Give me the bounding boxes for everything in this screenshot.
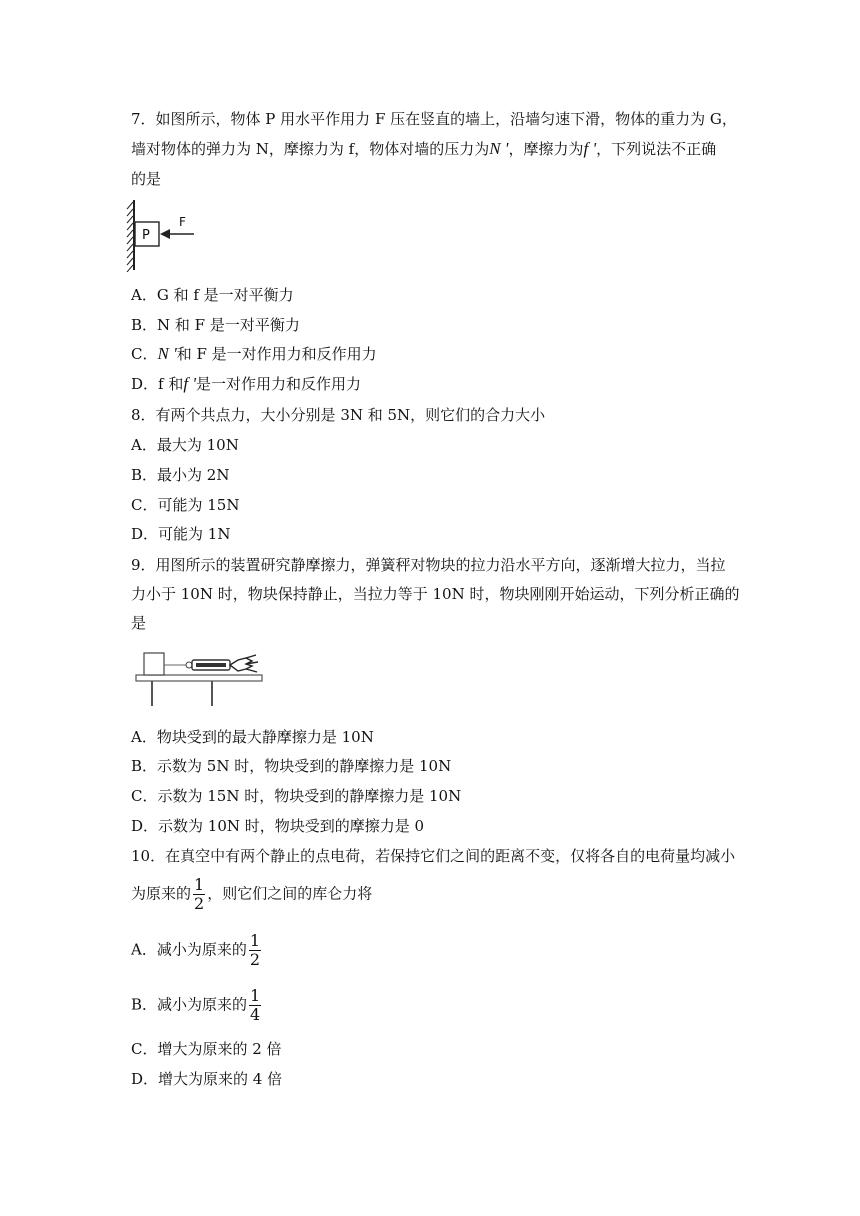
fraction-option-a (249, 932, 261, 969)
scale-hook (186, 662, 192, 668)
q9-line-1: 9．用图所示的装置研究静摩擦力，弹簧秤对物块的拉力沿水平方向，逐渐增大拉力，当拉 (131, 556, 726, 574)
q7-line-1: 7．如图所示，物体 P 用水平作用力 F 压在竖直的墙上，沿墙匀速下滑，物体的重力为 G， (131, 110, 737, 128)
q9-option-c: C．示数为 15N 时，物块受到的静摩擦力是 10N (131, 787, 462, 805)
force-arrow-head (160, 229, 170, 239)
q8-option-b: B．最小为 2N (131, 466, 230, 484)
q10-option-d: D．增大为原来的 4 倍 (131, 1070, 283, 1088)
fraction-numerator-a: 1 (249, 931, 261, 950)
q9-option-d: D．示数为 10N 时，物块受到的摩擦力是 0 (131, 817, 425, 835)
fraction-numerator: 1 (194, 875, 205, 894)
q8-stem: 8．有两个共点力，大小分别是 3N 和 5N，则它们的合力大小 (131, 406, 546, 424)
q10-option-c: C．增大为原来的 2 倍 (131, 1040, 282, 1058)
q10-option-b (131, 987, 263, 1024)
q10-option-a-text: A．减小为原来的 (131, 940, 247, 959)
fraction-option-b (249, 987, 261, 1024)
q7-option-c-rest: 和 F 是一对作用力和反作用力 (176, 345, 377, 363)
q7-option-d-b: 是一对作用力和反作用力 (195, 375, 361, 393)
q10-line-2a: 为原来的 (131, 884, 192, 903)
q7-line-3: 的是 (131, 170, 162, 188)
n-prime-symbol: N ' (489, 139, 509, 158)
q7-option-d-a: D．f 和 (131, 375, 184, 393)
q7-line-2c: ，下列说法不正确 (596, 140, 717, 158)
q10-option-b-text: B．减小为原来的 (131, 995, 248, 1014)
block (144, 653, 164, 675)
q7-line-2 (131, 139, 716, 159)
q9-line-2: 力小于 10N 时，物块保持静止，当拉力等于 10N 时，物块刚刚开始运动，下列分析正确的 (131, 585, 740, 603)
n-prime-symbol-c: N ' (157, 344, 177, 363)
q8-option-c: C．可能为 15N (131, 496, 240, 514)
block-p-label: P (142, 228, 150, 243)
q10-line-1: 10．在真空中有两个静止的点电荷，若保持它们之间的距离不变，仅将各自的电荷量均减小 (131, 847, 736, 865)
q10-line-2b: ，则它们之间的库仑力将 (207, 884, 373, 903)
q10-option-a (131, 932, 263, 969)
f-prime-symbol-d: f ' (183, 374, 196, 393)
fraction-denominator-b: 4 (250, 1005, 261, 1024)
wall-block-figure (124, 200, 200, 272)
q9-option-a: A．物块受到的最大静摩擦力是 10N (131, 728, 374, 746)
force-label: F (179, 215, 186, 229)
q7-line-2b: ，摩擦力为 (508, 140, 584, 158)
q7-option-c-prefix: C． (131, 345, 158, 363)
spring-scale-inner (196, 663, 226, 667)
q7-option-b: B．N 和 F 是一对平衡力 (131, 316, 300, 334)
q9-line-3: 是 (131, 614, 147, 632)
q10-line-2 (131, 876, 372, 913)
f-prime-symbol: f ' (583, 139, 597, 158)
q9-option-b: B．示数为 5N 时，物块受到的静摩擦力是 10N (131, 757, 452, 775)
fraction-denominator: 2 (194, 894, 205, 913)
q7-option-d (131, 374, 361, 394)
spring-scale-figure (134, 648, 266, 710)
table-top (136, 675, 262, 681)
q8-option-a: A．最大为 10N (131, 436, 239, 454)
wall-hatching (127, 200, 134, 272)
fraction-numerator-b: 1 (250, 986, 261, 1005)
fraction-denominator-a: 2 (249, 950, 261, 969)
q7-line-2a: 墙对物体的弹力为 N，摩擦力为 f，物体对墙的压力为 (131, 140, 490, 158)
q8-option-d: D．可能为 1N (131, 525, 231, 543)
hand-fingers (246, 655, 258, 672)
q7-option-a: A．G 和 f 是一对平衡力 (131, 286, 294, 304)
fraction-one-half (193, 876, 205, 913)
q7-option-c (131, 344, 377, 364)
